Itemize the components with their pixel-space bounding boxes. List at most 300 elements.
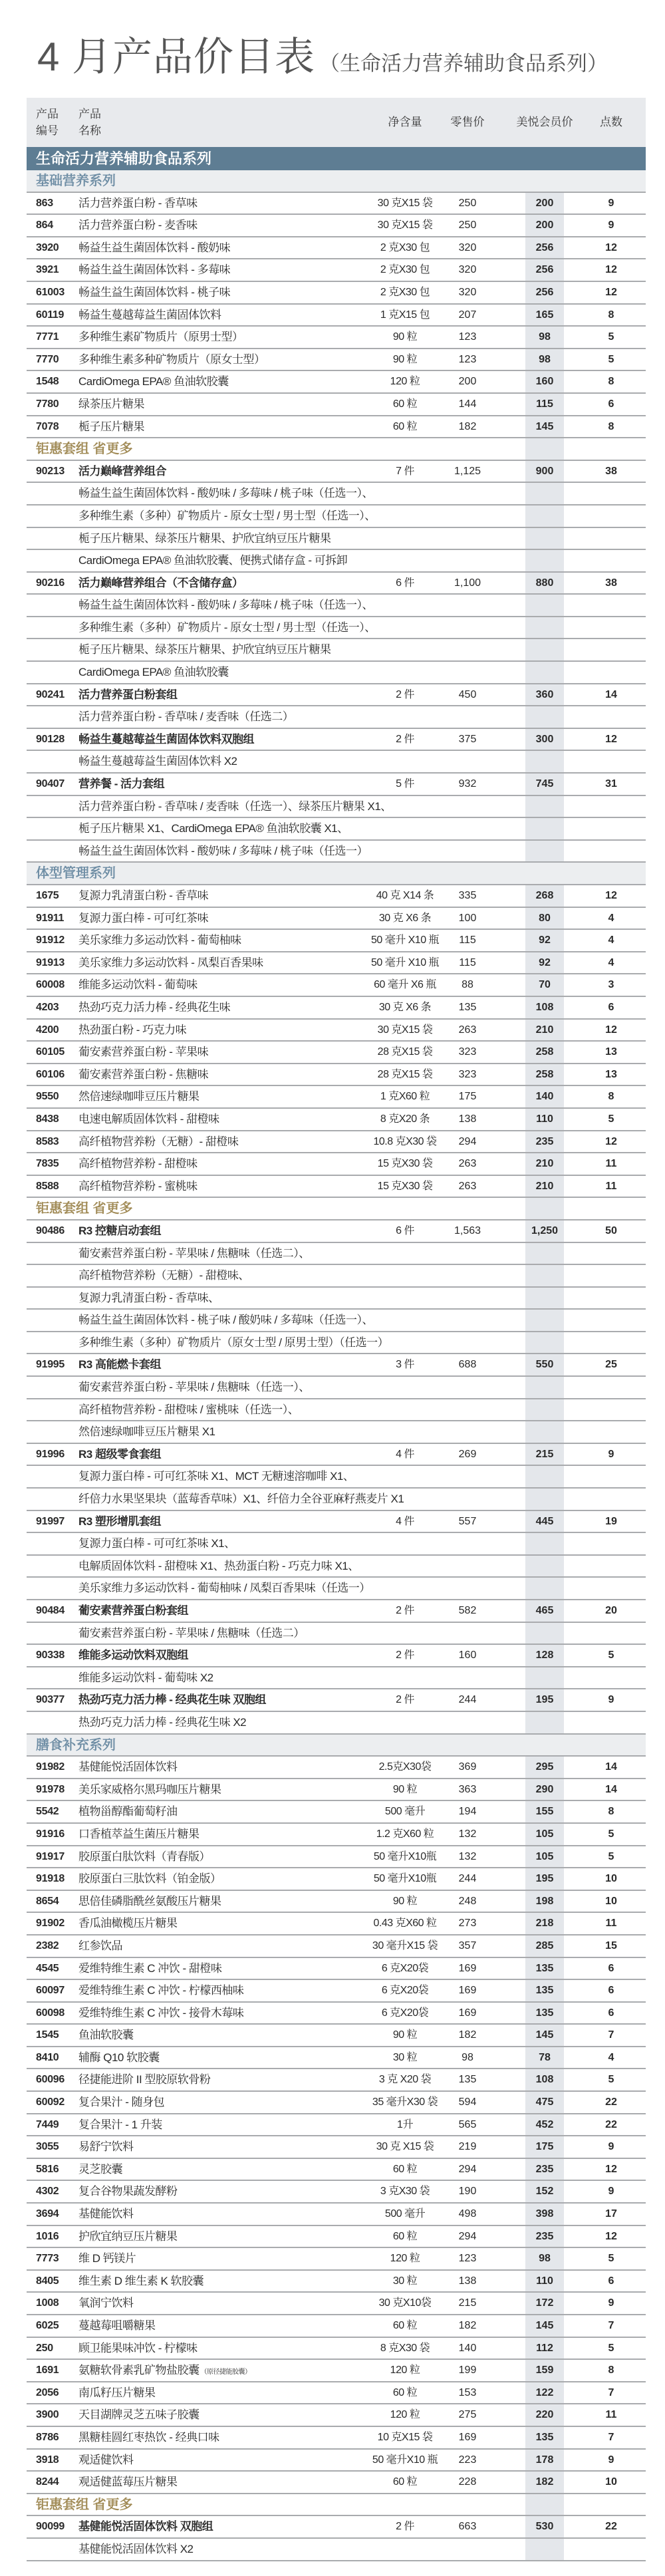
bundle-contents xyxy=(78,639,331,660)
retail-price: 215 xyxy=(458,2297,477,2309)
member-price-shade xyxy=(525,1310,564,1331)
product-row xyxy=(27,2271,646,2293)
points: 5 xyxy=(608,1850,614,1862)
member-price: 115 xyxy=(536,398,553,410)
product-row xyxy=(27,2181,646,2204)
product-name-text: 黑糖桂圆红枣热饮 - 经典口味 xyxy=(78,2430,219,2444)
product-row xyxy=(27,2136,646,2159)
product-name xyxy=(78,2472,178,2493)
member-price: 135 xyxy=(535,2431,554,2443)
net-content: 1 克X60 粒 xyxy=(380,1091,430,1103)
product-code: 863 xyxy=(36,197,53,209)
bundle-contents xyxy=(78,1712,246,1733)
retail-price: 1,563 xyxy=(454,1224,481,1236)
product-code: 8405 xyxy=(36,2275,59,2287)
product-name xyxy=(78,327,243,348)
net-content: 2 件 xyxy=(396,1605,414,1616)
member-price: 175 xyxy=(535,2141,554,2153)
bundle-contents xyxy=(78,1556,359,1577)
retail-price: 320 xyxy=(458,264,477,276)
product-name xyxy=(78,1131,238,1153)
points: 14 xyxy=(605,1761,617,1773)
points: 9 xyxy=(608,2141,614,2153)
product-name xyxy=(78,1220,161,1242)
points: 31 xyxy=(605,778,617,790)
bundle-detail-row xyxy=(27,2539,646,2561)
points: 9 xyxy=(608,2297,614,2309)
net-content: 60 粒 xyxy=(392,398,418,410)
points: 10 xyxy=(605,1873,617,1885)
product-row xyxy=(27,2204,646,2226)
retail-price: 169 xyxy=(458,1985,477,1997)
retail-price: 294 xyxy=(458,2163,477,2175)
product-name-text: 葡安素营养蛋白粉 - 苹果味 / 焦糖味（任选一）、 xyxy=(78,1381,310,1394)
member-price-shade xyxy=(525,1466,564,1487)
promo-header xyxy=(27,438,646,461)
points: 6 xyxy=(608,1001,614,1013)
product-code: 3921 xyxy=(36,264,59,276)
product-row xyxy=(27,2047,646,2070)
retail-price: 1,100 xyxy=(454,577,481,589)
retail-price: 320 xyxy=(458,241,477,253)
member-price: 135 xyxy=(535,1985,554,1997)
product-row xyxy=(27,2360,646,2382)
retail-price: 369 xyxy=(458,1761,477,1773)
product-name xyxy=(78,1042,208,1063)
product-name xyxy=(78,416,144,438)
member-price: 285 xyxy=(535,1939,554,1951)
member-price: 1,250 xyxy=(531,1224,559,1236)
product-name-text: 畅益生益生菌固体饮料 - 酸奶味 / 多莓味 / 桃子味（任选一）、 xyxy=(78,487,373,500)
product-row xyxy=(27,2382,646,2405)
retail-price: 450 xyxy=(458,688,477,700)
member-price: 200 xyxy=(535,197,554,209)
product-name-text: 基健能悦活固体饮料 xyxy=(78,1761,178,1774)
member-price: 258 xyxy=(535,1046,554,1058)
net-content: 28 克X15 袋 xyxy=(377,1046,433,1058)
net-content: 60 粒 xyxy=(392,2163,418,2175)
retail-price: 582 xyxy=(458,1605,477,1616)
product-code: 90484 xyxy=(36,1605,65,1616)
net-content: 60 粒 xyxy=(392,2320,418,2331)
bundle-row xyxy=(27,684,646,707)
net-content: 120 粒 xyxy=(390,2364,420,2376)
points: 5 xyxy=(608,353,614,365)
member-price: 178 xyxy=(535,2454,554,2466)
points: 22 xyxy=(605,2118,617,2130)
product-name xyxy=(78,2360,251,2383)
product-name-text: 复源力蛋白棒 - 可可红茶味 X1、 xyxy=(78,1537,235,1550)
product-name-text: 美乐家维力多运动饮料 - 凤梨百香果味 xyxy=(78,956,263,969)
product-code: 3900 xyxy=(36,2409,59,2421)
retail-price: 335 xyxy=(458,890,477,901)
product-name-text: 复源力乳清蛋白粉 - 香草味 xyxy=(78,889,209,902)
member-price-shade xyxy=(525,1288,564,1309)
net-content: 30 克X15 袋 xyxy=(377,219,433,231)
net-content: 10.8 克X30 袋 xyxy=(373,1135,437,1147)
product-name-text: 活力营养蛋白粉 - 香草味 / 麦香味（任选一）、绿茶压片糖果 X1、 xyxy=(78,799,392,813)
product-code: 90128 xyxy=(36,733,65,745)
product-name xyxy=(78,2047,160,2069)
net-content: 2 克X30 包 xyxy=(380,286,430,298)
header-name-line2: 名称 xyxy=(78,124,101,137)
product-code: 7770 xyxy=(36,353,59,365)
product-name-text: 高纤植物营养粉（无糖）- 甜橙味 xyxy=(78,1135,239,1148)
product-name xyxy=(78,2338,198,2359)
product-name-text: 维能多运动饮料 - 葡萄味 xyxy=(78,978,198,992)
member-price: 300 xyxy=(535,733,554,745)
retail-price: 263 xyxy=(458,1158,477,1170)
product-name-text: 复源力乳清蛋白粉 - 香草味、 xyxy=(78,1291,219,1304)
product-name-text: 复合谷物果蔬发酵粉 xyxy=(78,2185,178,2198)
product-code: 7773 xyxy=(36,2253,59,2265)
product-code: 4203 xyxy=(36,1001,59,1013)
points: 17 xyxy=(605,2208,617,2220)
bundle-contents xyxy=(78,1310,373,1331)
member-price-shade xyxy=(525,1533,564,1554)
product-name-text: 栀子压片糖果 xyxy=(78,420,144,433)
series-header: 体型管理系列 xyxy=(27,863,646,885)
product-name-text: 维生素 D 维生素 K 软胶囊 xyxy=(78,2274,204,2287)
product-code: 6025 xyxy=(36,2320,59,2331)
net-content: 50 毫升 X10 瓶 xyxy=(370,934,440,946)
product-name-text: 美乐家威格尔黑玛咖压片糖果 xyxy=(78,1783,221,1796)
product-name-text: 活力营养蛋白粉套组 xyxy=(78,688,178,701)
member-price-shade xyxy=(525,1667,564,1689)
retail-price: 565 xyxy=(458,2118,477,2130)
net-content: 90 粒 xyxy=(392,1895,418,1907)
product-row xyxy=(27,2159,646,2182)
product-name-note: （原径捷能胶囊） xyxy=(200,2368,251,2376)
product-name-text: 畅益生益生菌固体饮料 - 酸奶味 / 多莓味 / 桃子味（任选一）、 xyxy=(78,599,373,612)
bundle-row xyxy=(27,2516,646,2539)
member-price-shade xyxy=(525,796,564,817)
price-table xyxy=(27,98,646,2561)
product-code: 91912 xyxy=(36,934,65,946)
product-row xyxy=(27,1109,646,1131)
product-row xyxy=(27,416,646,439)
retail-price: 169 xyxy=(458,2431,477,2443)
retail-price: 182 xyxy=(458,2029,477,2041)
member-price-shade xyxy=(525,639,564,660)
points: 6 xyxy=(608,2007,614,2019)
product-name-text: 蔓越莓咀嚼糖果 xyxy=(78,2319,156,2332)
product-name-text: 高纤植物营养粉 - 甜橙味 / 蜜桃味（任选一）、 xyxy=(78,1403,299,1416)
bundle-detail-row xyxy=(27,528,646,551)
product-code: 3694 xyxy=(36,2208,59,2220)
product-code: 8588 xyxy=(36,1180,59,1192)
product-name xyxy=(78,2404,200,2426)
product-code: 90213 xyxy=(36,465,65,477)
points: 5 xyxy=(608,1113,614,1125)
member-price-shade xyxy=(525,2539,564,2560)
retail-price: 294 xyxy=(458,1135,477,1147)
points: 14 xyxy=(605,1783,617,1795)
bundle-detail-row xyxy=(27,1533,646,1556)
retail-price: 932 xyxy=(458,778,477,790)
member-price: 195 xyxy=(535,1694,554,1706)
points: 4 xyxy=(608,956,614,968)
retail-price: 663 xyxy=(458,2521,477,2533)
member-price: 360 xyxy=(535,688,554,700)
bundle-detail-row xyxy=(27,639,646,662)
member-price: 98 xyxy=(539,2253,551,2265)
points: 8 xyxy=(608,309,614,321)
points: 5 xyxy=(608,2342,614,2354)
table-header xyxy=(27,98,646,147)
member-price: 182 xyxy=(535,2476,554,2488)
retail-price: 557 xyxy=(458,1515,477,1527)
bundle-row xyxy=(27,1354,646,1377)
member-price-shade xyxy=(525,1623,564,1644)
member-price: 235 xyxy=(535,1135,554,1147)
net-content: 2.5克X30袋 xyxy=(378,1761,432,1773)
product-code: 8410 xyxy=(36,2051,59,2063)
member-price-shade xyxy=(525,550,564,571)
member-price: 112 xyxy=(536,2342,553,2354)
member-price: 98 xyxy=(539,331,551,343)
net-content: 10 克X15 袋 xyxy=(377,2431,433,2443)
points: 11 xyxy=(605,2409,617,2421)
product-name xyxy=(78,1801,178,1822)
retail-price: 138 xyxy=(458,1113,477,1125)
bundle-row xyxy=(27,573,646,595)
header-code-line2: 编号 xyxy=(36,124,59,137)
retail-price: 140 xyxy=(458,2342,477,2354)
retail-price: 98 xyxy=(462,2051,473,2063)
member-price: 256 xyxy=(535,241,554,253)
member-price-shade xyxy=(525,1332,564,1354)
member-price-shade xyxy=(525,617,564,639)
product-row xyxy=(27,2404,646,2427)
bundle-detail-row xyxy=(27,818,646,841)
member-price: 110 xyxy=(536,2275,553,2287)
member-price: 198 xyxy=(535,1895,554,1907)
points: 11 xyxy=(605,1918,617,1930)
product-name-text: 天目湖牌灵芝五味子胶囊 xyxy=(78,2408,200,2422)
member-price: 452 xyxy=(535,2118,554,2130)
member-price-shade xyxy=(525,1578,564,1599)
member-price-shade xyxy=(525,1243,564,1264)
product-name xyxy=(78,2136,134,2158)
product-code: 8244 xyxy=(36,2476,59,2488)
net-content: 120 粒 xyxy=(390,2409,420,2421)
product-code: 3055 xyxy=(36,2141,59,2153)
product-name-text: 营养餐 - 活力套组 xyxy=(78,778,165,791)
product-name-text: 辅酶 Q10 软胶囊 xyxy=(78,2051,160,2064)
net-content: 2 克X30 包 xyxy=(380,241,430,253)
product-row xyxy=(27,2248,646,2271)
bundle-detail-row xyxy=(27,751,646,774)
bundle-contents xyxy=(78,818,348,839)
product-name-text: R3 控糖启动套组 xyxy=(78,1224,161,1237)
points: 10 xyxy=(605,2476,617,2488)
product-code: 7780 xyxy=(36,398,59,410)
retail-price: 169 xyxy=(458,2007,477,2019)
product-name xyxy=(78,1600,188,1622)
product-name-text: 活力巅峰营养组合 xyxy=(78,464,166,478)
product-name xyxy=(78,1757,178,1778)
retail-price: 153 xyxy=(458,2386,477,2398)
header-name xyxy=(78,106,101,139)
product-code: 90099 xyxy=(36,2521,65,2533)
product-name xyxy=(78,1980,243,2001)
product-code: 91916 xyxy=(36,1828,65,1840)
net-content: 30 毫升X15 袋 xyxy=(372,1939,438,1951)
net-content: 2 件 xyxy=(396,733,414,745)
retail-price: 228 xyxy=(458,2476,477,2488)
bundle-contents xyxy=(78,1466,354,1487)
product-name xyxy=(78,1689,266,1711)
member-price-shade xyxy=(525,1556,564,1577)
bundle-detail-row xyxy=(27,1332,646,1355)
product-name xyxy=(78,1824,200,1845)
product-name xyxy=(78,2204,134,2225)
retail-price: 250 xyxy=(458,197,477,209)
product-name-text: 活力营养蛋白粉 - 香草味 / 麦香味（任选二） xyxy=(78,710,294,724)
net-content: 30 克 X6 条 xyxy=(378,912,432,924)
net-content: 15 克X30 袋 xyxy=(377,1158,433,1170)
product-code: 91917 xyxy=(36,1850,65,1862)
points: 5 xyxy=(608,2253,614,2265)
net-content: 30 克X15 袋 xyxy=(377,1024,433,1036)
table-body xyxy=(27,170,646,2561)
product-name-text: 畅益生益生菌固体饮料 - 多莓味 xyxy=(78,263,231,277)
net-content: 50 毫升X10 瓶 xyxy=(372,2454,438,2466)
member-price: 155 xyxy=(535,1806,554,1818)
net-content: 120 粒 xyxy=(390,376,420,388)
member-price: 145 xyxy=(535,2320,554,2331)
retail-price: 375 xyxy=(458,733,477,745)
product-row xyxy=(27,1935,646,1958)
member-price: 235 xyxy=(535,2163,554,2175)
bundle-detail-row xyxy=(27,1310,646,1332)
member-price: 880 xyxy=(535,577,554,589)
net-content: 8 克X30 袋 xyxy=(380,2342,430,2354)
net-content: 50 毫升 X10 瓶 xyxy=(370,956,440,968)
product-row xyxy=(27,282,646,305)
member-price-shade xyxy=(525,1489,564,1510)
bundle-contents xyxy=(78,1489,404,1510)
bundle-contents xyxy=(78,595,373,616)
net-content: 60 粒 xyxy=(392,420,418,432)
points: 8 xyxy=(608,2364,614,2376)
bundle-row xyxy=(27,1511,646,1534)
product-code: 60098 xyxy=(36,2007,65,2019)
page-subtitle: （生命活力营养辅助食品系列） xyxy=(319,52,608,75)
bundle-contents xyxy=(78,706,293,728)
retail-price: 182 xyxy=(458,2320,477,2331)
product-row xyxy=(27,2003,646,2025)
member-price: 80 xyxy=(539,912,551,924)
retail-price: 194 xyxy=(458,1806,477,1818)
net-content: 3 克 X20 袋 xyxy=(378,2074,432,2086)
header-name-line1: 产品 xyxy=(78,108,101,120)
product-row xyxy=(27,1757,646,1779)
net-content: 30 克X10袋 xyxy=(378,2297,432,2309)
points: 11 xyxy=(605,1180,617,1192)
product-name xyxy=(78,2226,178,2247)
points: 20 xyxy=(605,1605,617,1616)
retail-price: 1,125 xyxy=(454,465,481,477)
product-name-text: 口香植萃益生菌压片糖果 xyxy=(78,1827,200,1840)
product-name xyxy=(78,2382,156,2404)
retail-price: 123 xyxy=(458,331,477,343)
product-name-text: 红参饮品 xyxy=(78,1939,122,1952)
product-row xyxy=(27,908,646,930)
product-code: 5816 xyxy=(36,2163,59,2175)
retail-price: 132 xyxy=(458,1828,477,1840)
product-name-text: 多种维生素（多种）矿物质片 - 原女士型 / 男士型（任选一）、 xyxy=(78,621,376,634)
product-code: 1548 xyxy=(36,376,59,388)
header-retail: 零售价 xyxy=(450,116,485,128)
product-name xyxy=(78,930,241,951)
header-member-price: 美悦会员价 xyxy=(516,116,573,128)
product-name-text: 多种维生素（多种）矿物质片 - 原女士型 / 男士型（任选一）、 xyxy=(78,509,376,522)
header-qty: 净含量 xyxy=(388,116,422,128)
net-content: 50 毫升X10瓶 xyxy=(373,1873,437,1885)
product-name-text: 高纤植物营养粉（无糖）- 甜橙味、 xyxy=(78,1269,249,1282)
product-row xyxy=(27,1846,646,1869)
member-price: 122 xyxy=(535,2386,554,2398)
product-name xyxy=(78,1176,198,1197)
product-name-text: 爱维特维生素 C 冲饮 - 甜橙味 xyxy=(78,1961,222,1975)
product-code: 60106 xyxy=(36,1068,65,1080)
product-code: 1016 xyxy=(36,2230,59,2242)
net-content: 6 件 xyxy=(396,577,414,589)
bundle-row xyxy=(27,1600,646,1623)
retail-price: 123 xyxy=(458,2253,477,2265)
net-content: 1 克X15 包 xyxy=(380,309,430,321)
net-content: 28 克X15 袋 xyxy=(377,1068,433,1080)
product-row xyxy=(27,305,646,327)
product-code: 864 xyxy=(36,219,53,231)
net-content: 60 粒 xyxy=(392,2476,418,2488)
product-name-text: 观适健饮料 xyxy=(78,2453,134,2466)
product-name-text: 畅益生蔓越莓益生菌固体饮料双胞组 xyxy=(78,732,254,746)
product-code: 3918 xyxy=(36,2454,59,2466)
bundle-contents xyxy=(78,1399,299,1421)
product-name-text: 热劲巧克力活力棒 - 经典花生味 xyxy=(78,1000,231,1014)
bundle-contents xyxy=(78,1243,310,1264)
product-code: 60008 xyxy=(36,979,65,991)
product-name xyxy=(78,729,254,750)
product-name xyxy=(78,237,230,259)
member-price: 128 xyxy=(535,1649,554,1661)
member-price: 290 xyxy=(535,1783,554,1795)
net-content: 60 毫升 X6 瓶 xyxy=(374,979,436,991)
points: 38 xyxy=(605,465,617,477)
product-name-text: 畅益生蔓越莓益生菌固体饮料 X2 xyxy=(78,755,237,768)
member-price: 108 xyxy=(535,2074,554,2086)
net-content: 8 克X20 条 xyxy=(380,1113,430,1125)
promo-label: 钜惠套组 省更多 xyxy=(36,2497,133,2512)
points: 4 xyxy=(608,934,614,946)
member-price-shade xyxy=(525,1712,564,1733)
product-name xyxy=(78,2315,156,2337)
retail-price: 207 xyxy=(458,309,477,321)
product-code: 91978 xyxy=(36,1783,65,1795)
bundle-contents xyxy=(78,505,376,527)
member-price: 78 xyxy=(539,2051,551,2063)
product-code: 60119 xyxy=(36,309,65,321)
product-name-text: CardiOmega EPA® 鱼油软胶囊 xyxy=(78,375,229,388)
member-price: 210 xyxy=(535,1180,554,1192)
product-name xyxy=(78,1020,186,1041)
product-name xyxy=(78,1064,208,1085)
retail-price: 244 xyxy=(458,1873,477,1885)
net-content: 6 克X20袋 xyxy=(381,2007,429,2019)
